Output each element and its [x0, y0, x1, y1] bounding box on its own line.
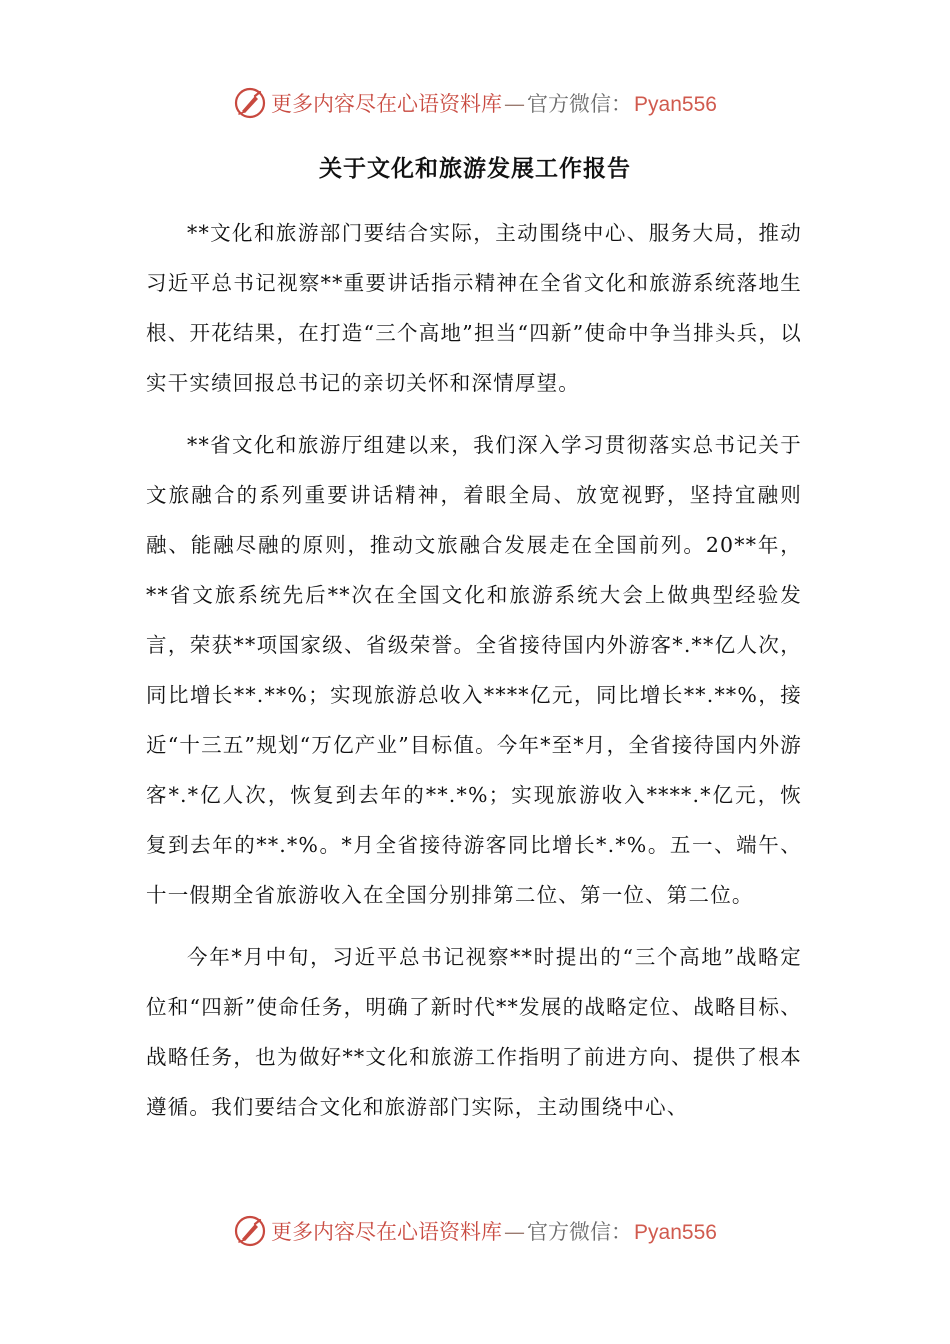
banner-text — [271, 1216, 717, 1246]
banner-separator: — — [504, 1220, 526, 1244]
paragraph-1: **文化和旅游部门要结合实际，主动围绕中心、服务大局，推动习近平总书记视察**重要讲话指示精神在全省文化和旅游系统落地生根、开花结果，在打造“三个高地”担当“四新”使命中争当排头兵，以实干实绩回报总书记的亲切关怀和深情厚望。 — [146, 221, 802, 395]
document-title: 关于文化和旅游发展工作报告 — [319, 156, 631, 182]
pen-logo-icon — [233, 86, 267, 120]
header-banner — [0, 83, 950, 123]
banner-sub-text: 官方微信： — [527, 92, 633, 116]
banner-wechat-id: Pyan556 — [634, 93, 717, 116]
document-body — [146, 208, 802, 1144]
banner-sub-text: 官方微信： — [527, 1220, 633, 1244]
banner-text — [271, 88, 717, 118]
banner-wechat-id: Pyan556 — [634, 1221, 717, 1244]
footer-banner — [0, 1211, 950, 1251]
pen-logo-icon — [233, 1214, 267, 1248]
banner-main-text: 更多内容尽在心语资料库 — [271, 92, 503, 116]
paragraph-2: **省文化和旅游厅组建以来，我们深入学习贯彻落实总书记关于文旅融合的系列重要讲话精神，着眼全局、放宽视野，坚持宜融则融、能融尽融的原则，推动文旅融合发展走在全国前列。20**年，**省文旅系统先后**次在全国文化和旅游系统大会上做典型经验发言，荣获**项国家级、省级荣誉。全省接待国内外游客*.**亿人次，同比增长**.**%；实现旅游总收入****亿元，同比增长**.**%，接近“十三五”规划“万亿产业”目标值。今年*至*月，全省接待国内外游客*.*亿人次，恢复到去年的**.*%；实现旅游收入****.*亿元，恢复到去年的**.*%。*月全省接待游客同比增长*.*%。五一、端午、十一假期全省旅游收入在全国分别排第二位、第一位、第二位。 — [146, 433, 802, 907]
paragraph-3: 今年*月中旬，习近平总书记视察**时提出的“三个高地”战略定位和“四新”使命任务，明确了新时代**发展的战略定位、战略目标、战略任务，也为做好**文化和旅游工作指明了前进方向、提供了根本遵循。我们要结合文化和旅游部门实际，主动围绕中心、 — [146, 945, 802, 1119]
banner-main-text: 更多内容尽在心语资料库 — [271, 1220, 503, 1244]
banner-separator: — — [504, 92, 526, 116]
